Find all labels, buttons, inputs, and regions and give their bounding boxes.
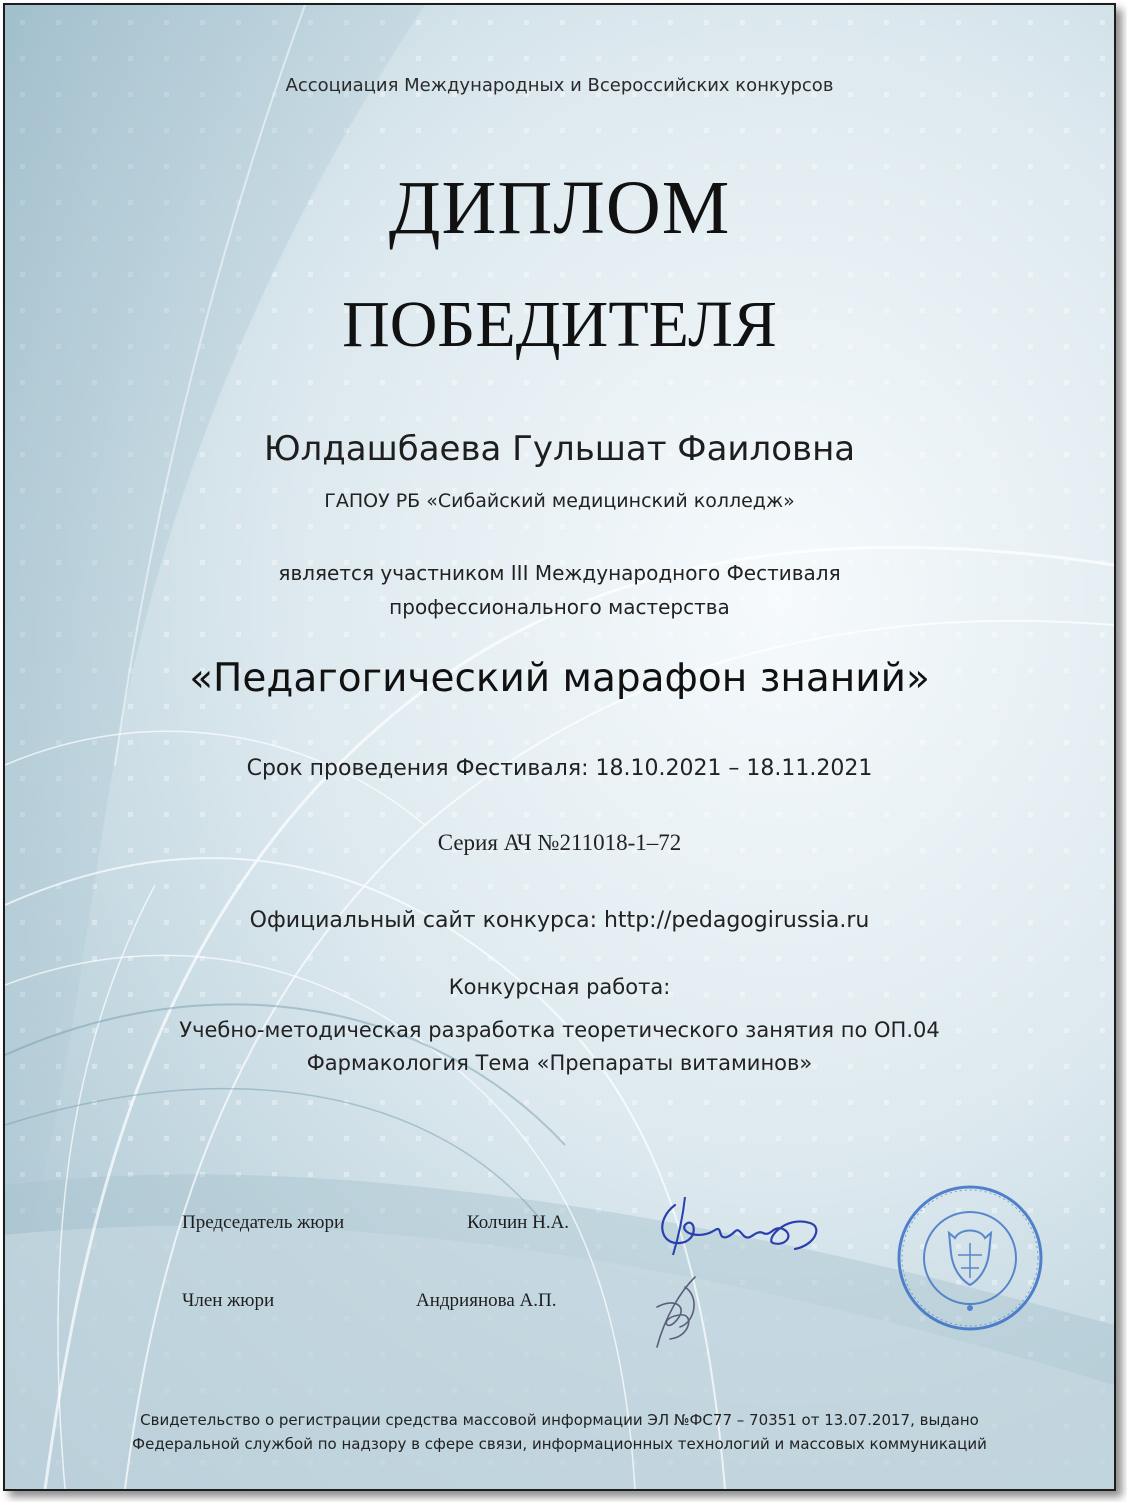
chair-signature xyxy=(645,1185,835,1265)
festival-dates: Срок проведения Фестиваля: 18.10.2021 – 18.11.2021 xyxy=(246,756,873,781)
work-label: Конкурсная работа: xyxy=(448,975,671,999)
participation-text-line2: профессионального мастерства xyxy=(389,595,730,619)
organization-name: ГАПОУ РБ «Сибайский медицинский колледж» xyxy=(324,490,795,512)
association-name: Ассоциация Международных и Всероссийских конкурсов xyxy=(285,75,834,96)
recipient-name: Юлдашбаева Гульшат Фаиловна xyxy=(263,429,856,469)
registration-footer-line1: Свидетельство о регистрации средства массовой информации ЭЛ №ФС77 – 70351 от 13.07.2017, выдано xyxy=(140,1411,979,1429)
series-number: Серия АЧ №211018-1–72 xyxy=(437,830,682,855)
participation-text-line1: является участником III Международного Фестиваля xyxy=(278,561,841,585)
diploma-frame xyxy=(3,3,1116,1491)
work-title-line2: Фармакология Тема «Препараты витаминов» xyxy=(306,1051,813,1075)
festival-name: «Педагогический марафон знаний» xyxy=(189,656,930,701)
chair-role: Председатель жюри xyxy=(182,1212,345,1233)
member-role: Член жюри xyxy=(182,1290,275,1311)
member-name: Андриянова А.П. xyxy=(416,1290,557,1311)
diploma-title: ДИПЛОМ xyxy=(388,166,731,250)
member-signature xyxy=(635,1267,725,1357)
chair-name: Колчин Н.А. xyxy=(467,1212,570,1233)
work-title-line1: Учебно-методическая разработка теоретического занятия по ОП.04 xyxy=(179,1018,940,1042)
official-stamp xyxy=(895,1183,1045,1333)
official-website: Официальный сайт конкурса: http://pedagogirussia.ru xyxy=(249,908,870,933)
diploma-subtitle: ПОБЕДИТЕЛЯ xyxy=(342,288,777,361)
registration-footer-line2: Федеральной службой по надзору в сфере связи, информационных технологий и массовых коммуникаций xyxy=(132,1435,987,1453)
